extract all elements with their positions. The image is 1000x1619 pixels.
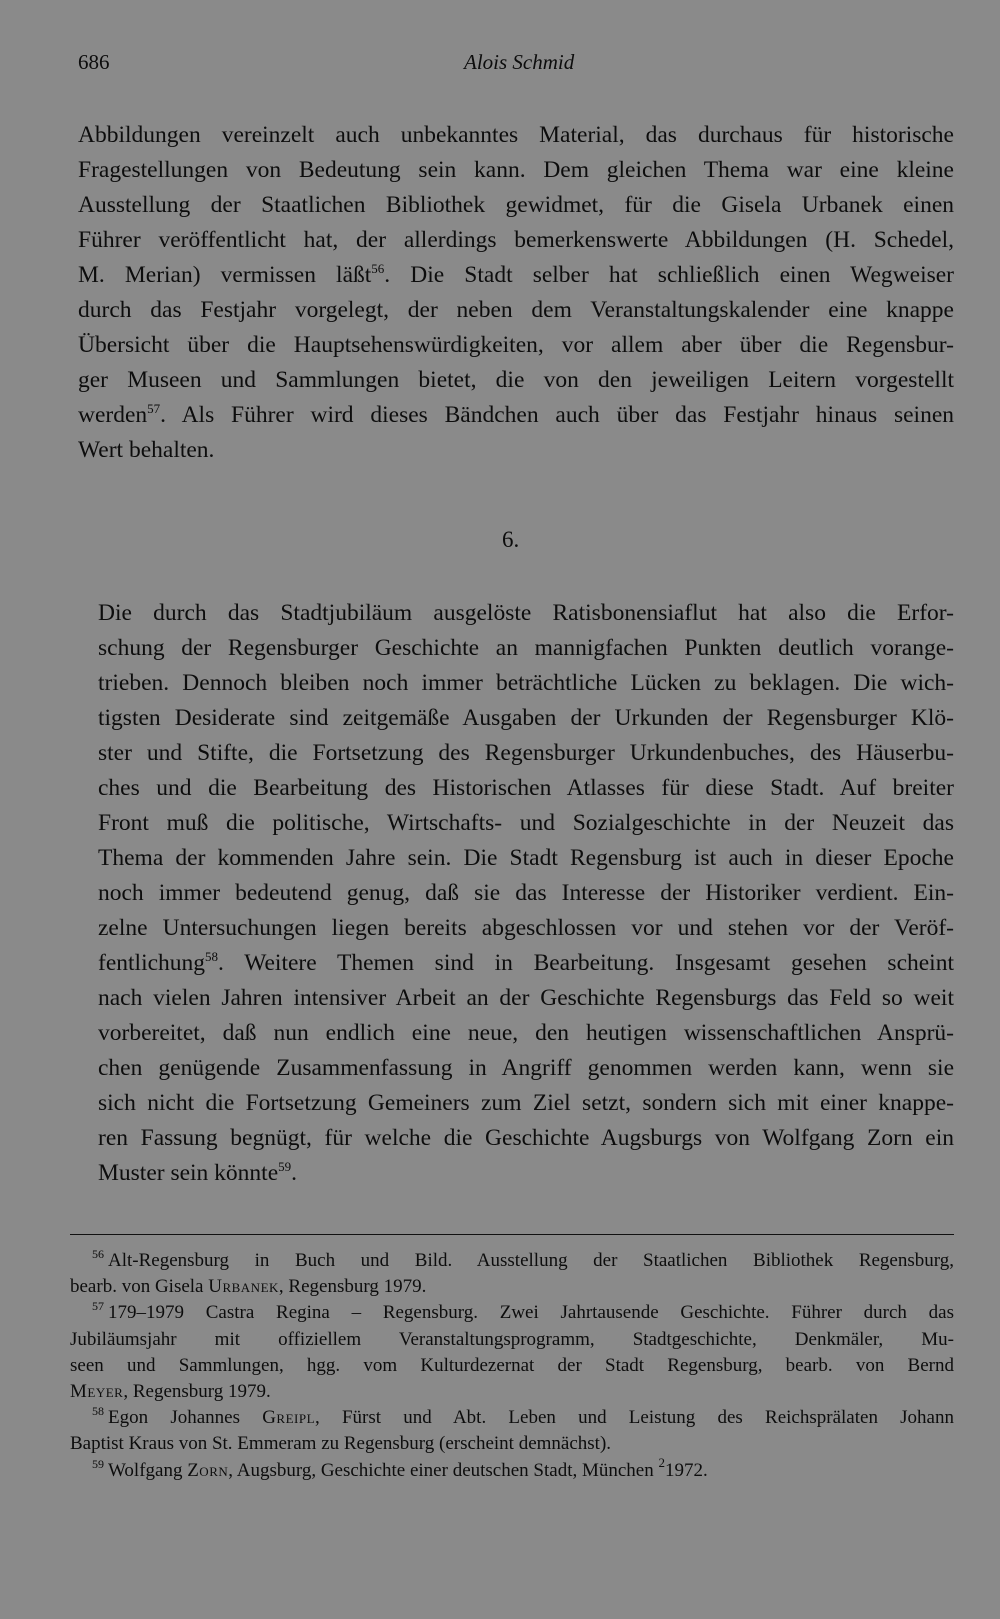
footnotes: [70, 1248, 954, 1484]
text-run: , Augsburg, Geschichte einer deutschen Stadt, München: [228, 1459, 659, 1481]
text-line: Fragestellungen von Bedeutung sein kann. Dem gleichen Thema war eine kleine: [78, 157, 954, 183]
footnote-line: [70, 1454, 954, 1484]
text-line: vorbereitet, daß nun endlich eine neue, den heutigen wissenschaftlichen Ansprü-: [98, 1020, 954, 1046]
text-run: . Als Führer wird dieses Bändchen auch über das Festjahr hinaus seinen: [160, 402, 954, 428]
footnote-line: [70, 1274, 954, 1300]
running-head: Alois Schmid: [464, 50, 575, 74]
text-run: , Fürst und Abt. Leben und Leistung des Reichsprälaten Johann: [315, 1407, 954, 1429]
text-line: durch das Festjahr vorgelegt, der neben dem Veranstaltungskalender eine knappe: [78, 297, 954, 323]
text-line: Thema der kommenden Jahre sein. Die Stadt Regensburg ist auch in dieser Epoche: [98, 845, 954, 871]
text-line: Ausstellung der Staatlichen Bibliothek gewidmet, für die Gisela Urbanek einen: [78, 192, 954, 218]
footnote-line: [70, 1379, 954, 1405]
footnote-ref-57[interactable]: 57: [147, 401, 161, 416]
page-number: 686: [78, 50, 110, 74]
footnote-57: [70, 1300, 954, 1405]
paragraph-section-6: [70, 596, 954, 1191]
text-line: trieben. Dennoch bleiben noch immer beträchtliche Lücken zu beklagen. Die wich-: [98, 670, 954, 696]
text-line: ster und Stifte, die Fortsetzung des Regensburger Urkundenbuches, des Häuserbu-: [98, 740, 954, 766]
text-line: Führer veröffentlicht hat, der allerdings bemerkenswerte Abbildungen (H. Schedel,: [78, 227, 954, 253]
footnote-line: Jubiläumsjahr mit offiziellem Veranstaltungsprogramm, Stadtgeschichte, Denkmäler, Mu-: [70, 1328, 954, 1350]
text-line: [70, 1156, 954, 1191]
footnote-56: [70, 1248, 954, 1300]
text-line: noch immer bedeutend genug, daß sie das Interesse der Historiker verdient. Ein-: [98, 880, 954, 906]
text-line: sich nicht die Fortsetzung Gemeiners zum Ziel setzt, sondern sich mit einer knappe-: [98, 1090, 954, 1116]
text-line: Wert behalten.: [78, 437, 215, 463]
footnote-mark: 58: [92, 1404, 104, 1419]
text-run: M. Merian) vermissen läßt: [78, 262, 372, 288]
text-line: tigsten Desiderate sind zeitgemäße Ausgaben der Urkunden der Regensburger Klö-: [98, 705, 954, 731]
text-run: .: [291, 1160, 298, 1186]
text-run: bearb. von Gisela: [70, 1276, 209, 1298]
text-line: ches und die Bearbeitung des Historischen Atlasses für diese Stadt. Auf breiter: [98, 775, 954, 801]
author-name: Urbanek: [208, 1276, 279, 1298]
text-run: Muster sein könnte: [98, 1160, 279, 1186]
text-line: Front muß die politische, Wirtschafts- und Sozialgeschichte in der Neuzeit das: [98, 810, 954, 836]
text-run: werden: [78, 402, 148, 428]
text-run: Wolfgang: [108, 1459, 188, 1481]
text-run: . Die Stadt selber hat schließlich einen Wegweiser: [384, 262, 954, 288]
text-line: zelne Untersuchungen liegen bereits abgeschlossen vor und stehen vor der Veröf-: [98, 915, 954, 941]
text-run: Egon Johannes: [108, 1407, 263, 1429]
footnote-line: seen und Sammlungen, hgg. vom Kulturdezernat der Stadt Regensburg, bearb. von Bernd: [70, 1354, 954, 1376]
footnote-separator: [70, 1234, 954, 1235]
text-line: [78, 258, 954, 293]
footnote-line: [70, 1300, 954, 1326]
footnote-line: [70, 1405, 954, 1431]
page-header: [78, 50, 920, 82]
text-run: , Regensburg 1979.: [278, 1276, 427, 1298]
footnote-mark: 57: [92, 1299, 104, 1314]
text-line: Abbildungen vereinzelt auch unbekanntes Material, das durchaus für historische: [78, 122, 954, 148]
text-run: . Weitere Themen sind in Bearbeitung. Insgesamt gesehen scheint: [218, 950, 954, 976]
text-line: nach vielen Jahren intensiver Arbeit an der Geschichte Regensburgs das Feld so weit: [98, 985, 954, 1011]
edition-superscript: 2: [658, 1454, 665, 1470]
footnote-59: [70, 1454, 954, 1484]
footnote-ref-58[interactable]: 58: [205, 949, 219, 964]
text-run: fentlichung: [98, 950, 206, 976]
footnote-ref-59[interactable]: 59: [278, 1159, 292, 1174]
text-run: 1972.: [664, 1459, 708, 1481]
author-name: Greipl: [262, 1407, 316, 1429]
footnote-mark: 59: [92, 1456, 104, 1471]
text-line: chen genügende Zusammenfassung in Angriff genommen werden kann, wenn sie: [98, 1055, 954, 1081]
footnote-ref-56[interactable]: 56: [371, 261, 385, 276]
footnote-mark: 56: [92, 1247, 104, 1261]
text-run: 179–1979 Castra Regina – Regensburg. Zwei Jahrtausende Geschichte. Führer durch das: [108, 1302, 954, 1324]
text-run: , Regensburg 1979.: [123, 1381, 271, 1403]
text-line: [70, 946, 954, 981]
author-name: Meyer: [70, 1381, 124, 1403]
text-line: Übersicht über die Hauptsehenswürdigkeiten, vor allem aber über die Regensbur-: [78, 332, 954, 358]
text-line: [78, 398, 954, 433]
section-number: 6.: [502, 527, 520, 552]
text-line: ren Fassung begnügt, für welche die Geschichte Augsburgs von Wolfgang Zorn ein: [98, 1125, 954, 1151]
footnote-58: [70, 1405, 954, 1457]
text-run: Alt-Regensburg in Buch und Bild. Ausstellung der Staatlichen Bibliothek Regensburg,: [108, 1250, 954, 1271]
text-line: ger Museen und Sammlungen bietet, die von den jeweiligen Leitern vorgestellt: [78, 367, 954, 393]
footnote-line: Baptist Kraus von St. Emmeram zu Regensburg (erscheint demnächst).: [70, 1433, 612, 1455]
footnote-line: [70, 1248, 954, 1274]
text-line: schung der Regensburger Geschichte an mannigfachen Punkten deutlich vorange-: [98, 635, 954, 661]
author-name: Zorn: [187, 1459, 229, 1481]
paragraph-continued: [78, 118, 954, 468]
text-line: Die durch das Stadtjubiläum ausgelöste Ratisbonensiaflut hat also die Erfor-: [98, 600, 954, 626]
